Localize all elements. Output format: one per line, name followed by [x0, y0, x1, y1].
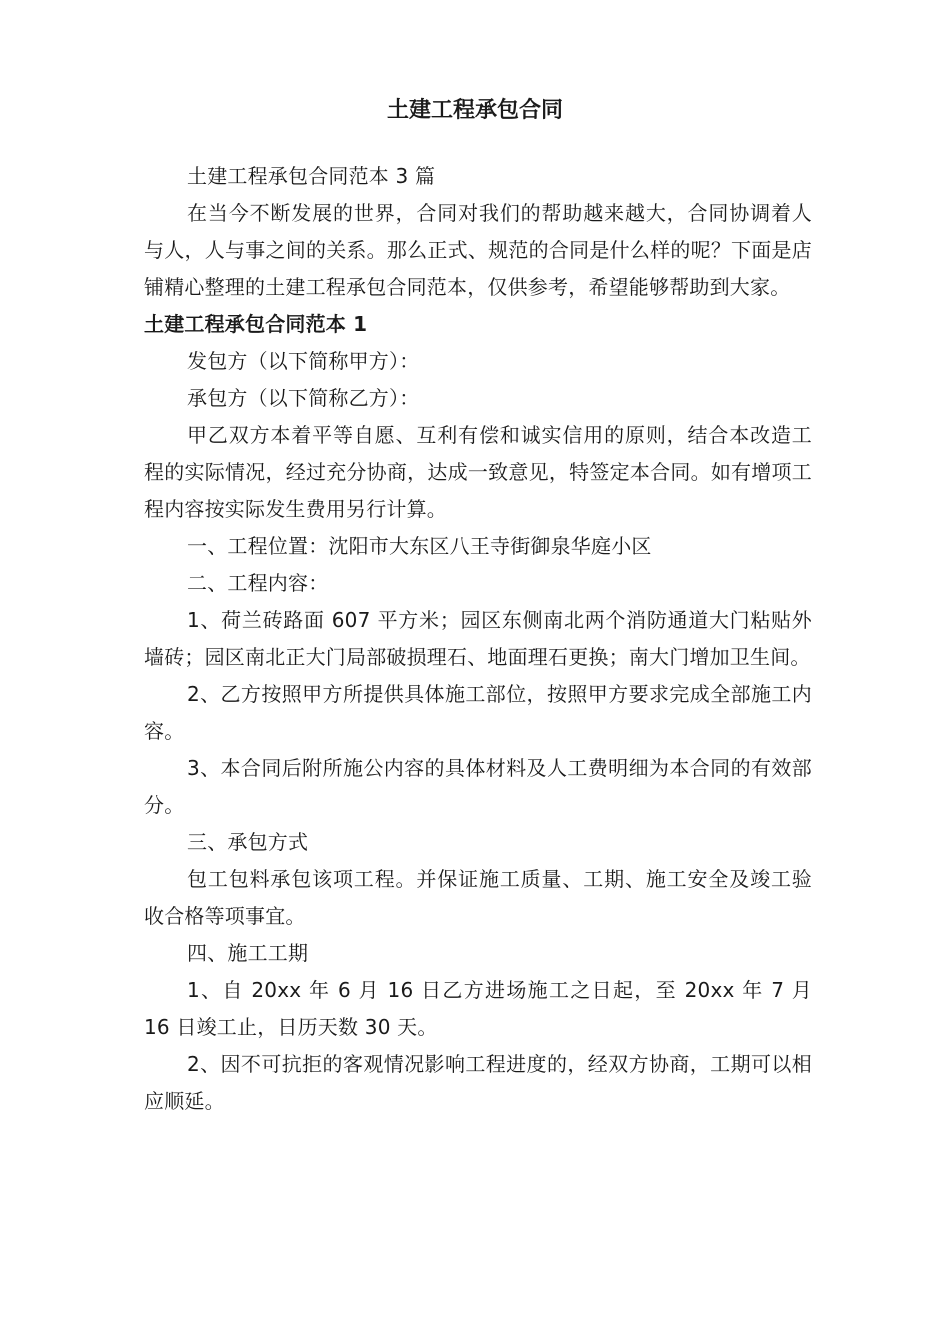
clause-content-heading: 二、工程内容：: [187, 571, 329, 595]
clause-schedule-item-2: 2、因不可抗拒的客观情况影响工程进度的，经双方协商，工期可以相应顺延。: [144, 1052, 812, 1113]
section-heading: 土建工程承包合同范本 1: [144, 312, 368, 336]
document-title: 土建工程承包合同: [386, 98, 563, 123]
clause-content-item-1: 1、荷兰砖路面 607 平方米；园区东侧南北两个消防通道大门粘贴外墙砖；园区南北正大门局部破损理石、地面理石更换；南大门增加卫生间。: [144, 608, 812, 669]
intro-paragraph: 在当今不断发展的世界，合同对我们的帮助越来越大，合同协调着人与人，人与事之间的关系。那么正式、规范的合同是什么样的呢？下面是店铺精心整理的土建工程承包合同范本，仅供参考，希望能够帮助到大家。: [144, 201, 812, 299]
document-body: [144, 158, 812, 1120]
clause-content-item-3: 3、本合同后附所施公内容的具体材料及人工费明细为本合同的有效部分。: [144, 756, 812, 817]
clause-content-item-2: 2、乙方按照甲方所提供具体施工部位，按照甲方要求完成全部施工内容。: [144, 682, 812, 743]
party-b-line: 承包方（以下简称乙方）：: [187, 386, 420, 410]
party-a-line: 发包方（以下简称甲方）：: [187, 349, 420, 373]
clause-contract-method-text: 包工包料承包该项工程。并保证施工质量、工期、施工安全及竣工验收合格等项事宜。: [144, 867, 812, 928]
clause-schedule-heading: 四、施工工期: [187, 941, 309, 965]
clause-contract-method-heading: 三、承包方式: [187, 830, 309, 854]
clause-location: 一、工程位置：沈阳市大东区八王寺街御泉华庭小区: [187, 534, 652, 558]
clause-schedule-item-1: 1、自 20xx 年 6 月 16 日乙方进场施工之日起，至 20xx 年 7 月 16 日竣工止，日历天数 30 天。: [144, 978, 812, 1039]
document-subtitle: 土建工程承包合同范本 3 篇: [187, 164, 436, 188]
preamble-paragraph: 甲乙双方本着平等自愿、互利有偿和诚实信用的原则，结合本改造工程的实际情况，经过充分协商，达成一致意见，特签定本合同。如有增项工程内容按实际发生费用另行计算。: [144, 423, 812, 521]
